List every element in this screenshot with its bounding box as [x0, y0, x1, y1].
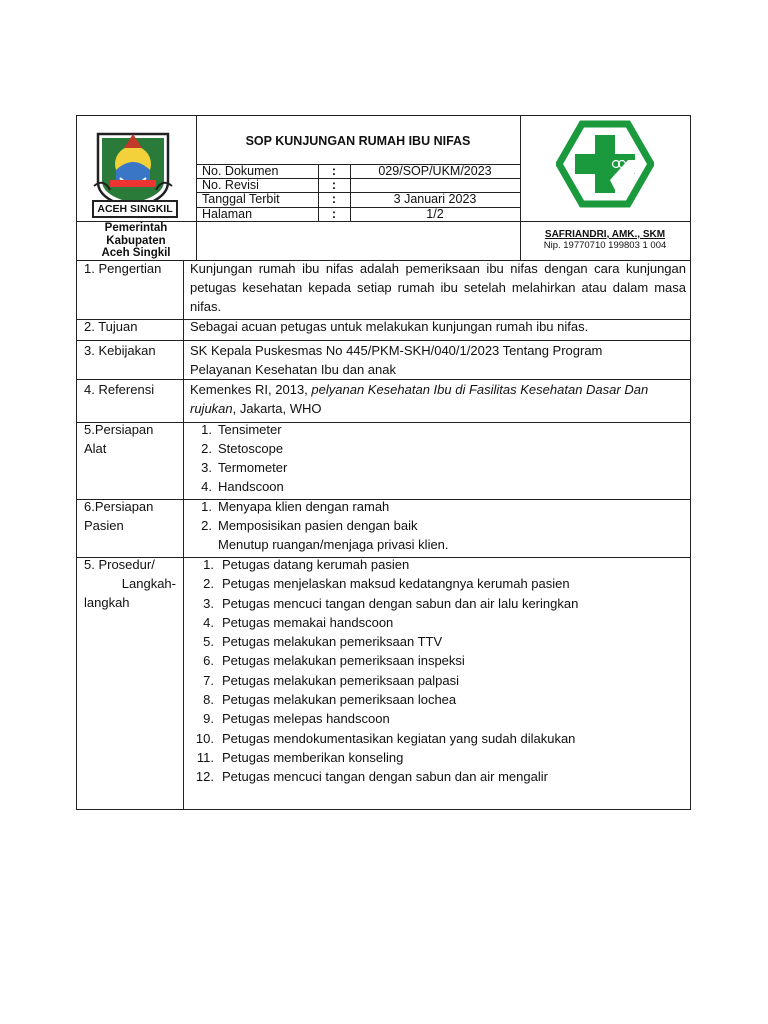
text-tujuan: Sebagai acuan petugas untuk melakukan kunjungan rumah ibu nifas.: [190, 319, 589, 334]
list-number: 4.: [201, 479, 212, 494]
label-persiapan-alat-1: 5.Persiapan: [84, 422, 154, 437]
meta-sep: :: [331, 192, 337, 206]
text-kebijakan-line-1: SK Kepala Puskesmas No 445/PKM-SKH/040/1/2023 Tentang Program: [190, 343, 603, 358]
text-kebijakan-line-2: Pelayanan Kesehatan Ibu dan anak: [190, 362, 397, 377]
procedure-step-text: Petugas memakai handscoon: [222, 614, 394, 630]
label-referensi: 4. Referensi: [84, 382, 155, 397]
org-line-2: Kabupaten: [106, 235, 166, 247]
list-item: Stetoscope: [218, 441, 284, 456]
signer-name: SAFRIANDRI, AMK., SKM: [544, 229, 666, 240]
procedure-step: 4. Petugas memakai handscoon: [190, 613, 686, 632]
label-persiapan-alat-2: Alat: [84, 441, 107, 456]
border-bottom: [76, 809, 691, 810]
body-divider: [183, 260, 184, 810]
procedure-step: 11. Petugas memberikan konseling: [190, 748, 686, 767]
meta-value-no-dokumen: 029/SOP/UKM/2023: [378, 164, 492, 178]
label-prosedur-2: Langkah-: [121, 576, 176, 591]
procedure-step: 9. Petugas melepas handscoon: [190, 709, 686, 728]
label-persiapan-pasien-1: 6.Persiapan: [84, 499, 154, 514]
procedure-step-text: Petugas mencuci tangan dengan sabun dan air mengalir: [222, 769, 548, 785]
border-right: [690, 115, 691, 810]
label-prosedur-3: langkah: [84, 595, 130, 610]
puskesmas-logo: [556, 120, 654, 208]
meta-sep: :: [331, 207, 337, 221]
border-top: [76, 115, 691, 116]
procedure-step: 8. Petugas melakukan pemeriksaan lochea: [190, 690, 686, 709]
list-number: 1.: [201, 499, 212, 514]
procedure-step-text: Petugas mendokumentasikan kegiatan yang sudah dilakukan: [222, 730, 576, 746]
meta-label-no-revisi: No. Revisi: [202, 178, 259, 192]
procedure-step-text: Petugas datang kerumah pasien: [222, 557, 410, 572]
org-line-1: Pemerintah: [104, 222, 168, 234]
meta-value-halaman: 1/2: [426, 207, 444, 221]
list-number: 2.: [201, 441, 212, 456]
procedure-step-text: Petugas memberikan konseling: [222, 749, 404, 765]
referensi-title: pelyanan Kesehatan Ibu di Fasilitas Kesehatan Dasar Dan: [311, 382, 649, 397]
label-persiapan-pasien-2: Pasien: [84, 518, 124, 533]
referensi-author: Kemenkes RI, 2013,: [190, 382, 312, 397]
meta-sep: :: [331, 178, 337, 192]
procedure-step: 3. Petugas mencuci tangan dengan sabun dan air lalu keringkan: [190, 594, 686, 613]
procedure-step: 5. Petugas melakukan pemeriksaan TTV: [190, 632, 686, 651]
list-item: Handscoon: [218, 479, 284, 494]
procedure-steps: [190, 555, 686, 787]
procedure-step: 10. Petugas mendokumentasikan kegiatan yang sudah dilakukan: [190, 729, 686, 748]
list-item-extra: Menutup ruangan/menjaga privasi klien.: [218, 537, 449, 552]
label-pengertian: 1. Pengertian: [84, 261, 162, 276]
label-kebijakan: 3. Kebijakan: [84, 343, 156, 358]
list-item: Menyapa klien dengan ramah: [218, 499, 390, 514]
aceh-singkil-logo: [90, 126, 176, 216]
procedure-step-text: Petugas melakukan pemeriksaan palpasi: [222, 672, 460, 688]
signer-nip: Nip. 19770710 199803 1 004: [543, 240, 667, 251]
label-prosedur-1: 5. Prosedur/: [84, 557, 155, 572]
procedure-step-text: Petugas menjelaskan maksud kedatangnya kerumah pasien: [222, 576, 570, 592]
meta-sep: :: [331, 164, 337, 178]
logo-row-line: [520, 221, 691, 222]
label-tujuan: 2. Tujuan: [84, 319, 138, 334]
meta-value-tanggal-terbit: 3 Januari 2023: [393, 192, 477, 206]
referensi-title-cont: rujukan: [190, 401, 233, 416]
list-number: 2.: [201, 518, 212, 533]
procedure-step-text: Petugas melakukan pemeriksaan lochea: [222, 692, 457, 708]
logo-caption: ACEH SINGKIL: [92, 200, 178, 218]
list-item: Tensimeter: [218, 422, 282, 437]
row-line: [76, 422, 691, 423]
procedure-step-text: Petugas melepas handscoon: [222, 711, 390, 727]
procedure-step: 2. Petugas menjelaskan maksud kedatangnya kerumah pasien: [190, 574, 686, 593]
meta-label-no-dokumen: No. Dokumen: [202, 164, 279, 178]
procedure-step: 1. Petugas datang kerumah pasien: [190, 555, 686, 574]
list-item: Termometer: [218, 460, 288, 475]
procedure-step-text: Petugas melakukan pemeriksaan inspeksi: [222, 653, 465, 669]
meta-label-tanggal-terbit: Tanggal Terbit: [202, 192, 280, 206]
border-left: [76, 115, 77, 810]
procedure-step: 12. Petugas mencuci tangan dengan sabun dan air mengalir: [190, 767, 686, 786]
list-item: Memposisikan pasien dengan baik: [218, 518, 418, 533]
meta-label-halaman: Halaman: [202, 207, 253, 221]
text-referensi-line-1: [190, 380, 648, 399]
procedure-step: 7. Petugas melakukan pemeriksaan palpasi: [190, 671, 686, 690]
list-number: 1.: [201, 422, 212, 437]
list-number: 3.: [201, 460, 212, 475]
procedure-step: 6. Petugas melakukan pemeriksaan inspeksi: [190, 651, 686, 670]
procedure-step-text: Petugas mencuci tangan dengan sabun dan air lalu keringkan: [222, 595, 579, 611]
procedure-step-text: Petugas melakukan pemeriksaan TTV: [222, 634, 443, 650]
text-referensi-line-2: [190, 399, 322, 418]
document-title: SOP KUNJUNGAN RUMAH IBU NIFAS: [245, 134, 471, 148]
referensi-publisher: , Jakarta, WHO: [232, 401, 322, 416]
meta-line: [196, 221, 521, 222]
org-line-3: Aceh Singkil: [101, 247, 171, 259]
text-pengertian: Kunjungan rumah ibu nifas adalah pemeriksaan ibu nifas dengan cara kunjungan petugas kesehatan kepada setiap rumah ibu setelah melahirkan atau dalam masa nifas.: [190, 261, 686, 314]
